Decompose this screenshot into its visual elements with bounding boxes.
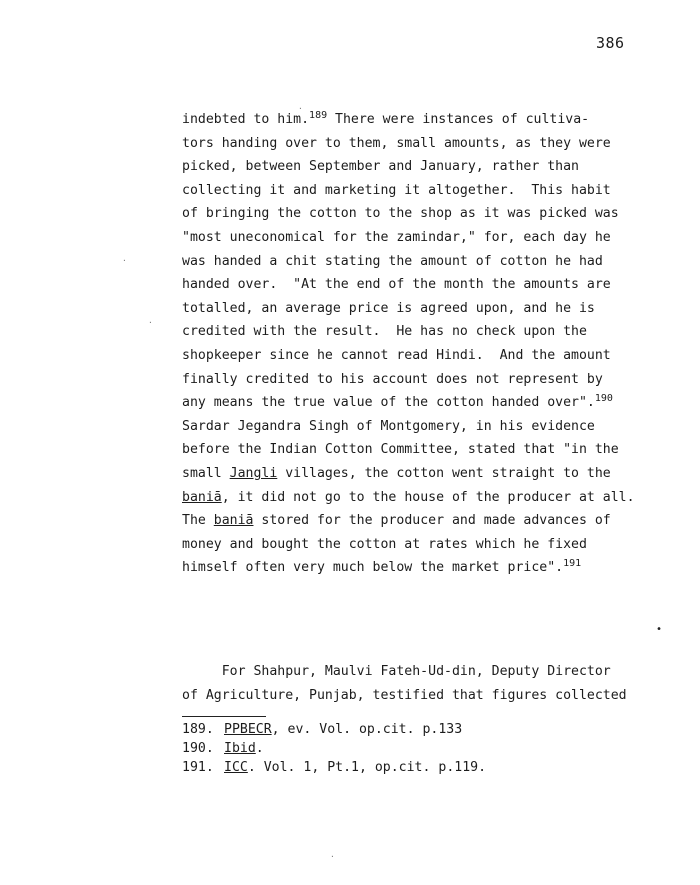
footnote-divider	[182, 716, 266, 717]
scan-speck: •	[656, 624, 663, 635]
scan-speck: ·	[122, 256, 127, 265]
text-segment: , it did not go to the house of the producer at all.	[221, 489, 635, 505]
text-segment: The	[182, 513, 214, 529]
text-segment: villages, the cotton went straight to the	[277, 465, 611, 481]
underlined-term: Jangli	[229, 465, 278, 481]
text-segment: any means the true value of the cotton handed over".	[182, 395, 595, 411]
footnote-source: ICC	[224, 760, 248, 775]
text-segment: small	[182, 465, 230, 481]
footnote-ref-191: 191	[563, 558, 582, 570]
footnote-189	[182, 720, 486, 739]
text-segment: indebted to him.	[182, 112, 310, 127]
scan-speck: ·	[330, 852, 335, 861]
text-segment: There were instances of cultiva-	[327, 112, 590, 127]
text-line	[182, 108, 652, 132]
footnote-source: Ibid	[224, 741, 256, 756]
text-line: For Shahpur, Maulvi Fateh-Ud-din, Deputy Director	[182, 664, 611, 679]
footnote-text: , ev. Vol. op.cit. p.133	[271, 722, 463, 737]
footnote-text: .	[255, 741, 264, 756]
text-line: tors handing over to them, small amounts, as they were	[182, 135, 611, 151]
body-paragraph-2	[182, 660, 652, 707]
footnote-number: 190.	[182, 741, 214, 756]
text-line: "most uneconomical for the zamindar," for, each day he	[182, 229, 611, 245]
text-line: of bringing the cotton to the shop as it was picked was	[182, 206, 619, 222]
text-line: picked, between September and January, rather than	[182, 159, 579, 175]
footnote-190	[182, 739, 486, 758]
text-line: collecting it and marketing it altogether. This habit	[182, 182, 611, 198]
footnote-text: . Vol. 1, Pt.1, op.cit. p.119.	[247, 760, 487, 775]
text-line: was handed a chit stating the amount of cotton he had	[182, 253, 603, 269]
text-line: credited with the result. He has no check upon the	[182, 324, 587, 340]
footnote-191	[182, 758, 486, 777]
page-number: 386	[596, 34, 625, 52]
text-line: Sardar Jegandra Singh of Montgomery, in his evidence	[182, 418, 595, 434]
footnote-number: 191.	[182, 760, 214, 775]
footnote-number: 189.	[182, 722, 214, 737]
scan-speck: ·	[148, 318, 153, 327]
footnote-ref-189: 189	[309, 110, 328, 121]
text-line: shopkeeper since he cannot read Hindi. And the amount	[182, 347, 611, 363]
footnotes	[182, 720, 486, 777]
underlined-term: baniā	[182, 489, 222, 505]
text-line: before the Indian Cotton Committee, stated that "in the	[182, 442, 619, 458]
text-line	[182, 486, 652, 510]
footnote-ref-190: 190	[594, 393, 613, 405]
text-line: money and bought the cotton at rates which he fixed	[182, 536, 587, 552]
text-segment: himself often very much below the market price".	[182, 560, 564, 576]
text-line: finally credited to his account does not represent by	[182, 371, 603, 387]
underlined-term: baniā	[213, 513, 254, 529]
text-line	[182, 556, 652, 580]
text-line: totalled, an average price is agreed upon, and he is	[182, 300, 595, 316]
text-line	[182, 391, 652, 415]
scan-speck: ·	[298, 104, 303, 113]
text-line	[182, 462, 652, 486]
text-segment: stored for the producer and made advances of	[253, 513, 611, 529]
text-line: handed over. "At the end of the month the amounts are	[182, 277, 611, 293]
text-line	[182, 509, 652, 533]
text-line: of Agriculture, Punjab, testified that figures collected	[182, 687, 627, 703]
body-paragraph	[182, 108, 652, 580]
footnote-source: PPBECR	[224, 722, 272, 737]
